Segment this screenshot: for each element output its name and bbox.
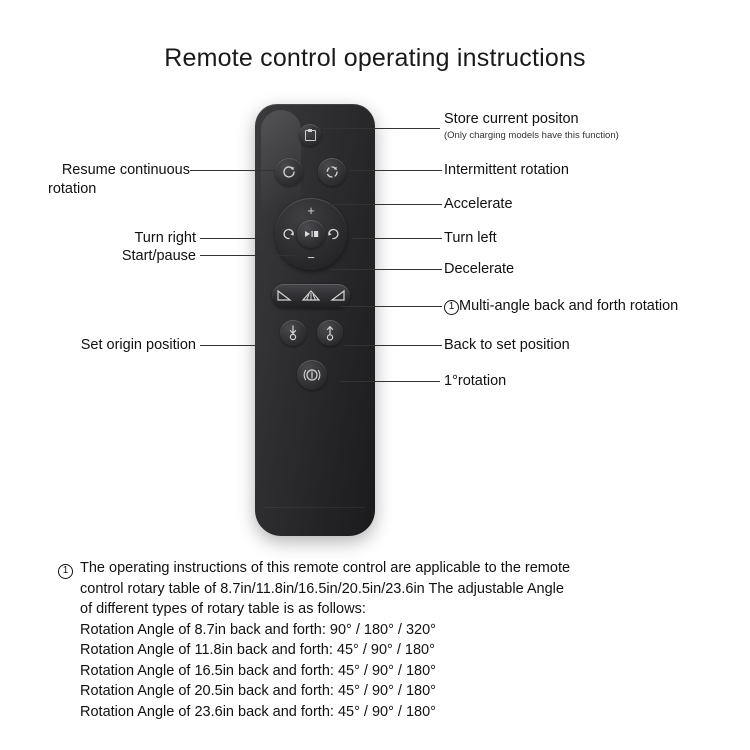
direction-pad <box>275 198 347 270</box>
rotate-ccw-icon <box>281 226 297 242</box>
callout-resume-line1: Resume continuous <box>61 162 190 178</box>
callout-multi-angle-text: Multi-angle back and forth rotation <box>459 298 679 314</box>
footnote-line: Rotation Angle of 16.5in back and forth: 45° / 90° / 180° <box>80 662 436 679</box>
callout-resume-continuous-rotation <box>0 161 190 199</box>
leader-line-multi-angle <box>340 306 442 307</box>
one-degree-rotation-button[interactable] <box>297 360 327 390</box>
accelerate-button[interactable]: + <box>307 203 315 218</box>
angle-right-icon <box>329 288 347 304</box>
callout-back-to-set-position: Back to set position <box>444 337 570 353</box>
remote-control-body <box>255 104 375 536</box>
leader-line-resume <box>190 170 275 171</box>
footnote-line: control rotary table of 8.7in/11.8in/16.5in/20.5in/23.6in The adjustable Angle <box>80 580 564 597</box>
angle-left-icon <box>275 288 293 304</box>
leader-line-accelerate <box>330 204 442 205</box>
rotate-cw-icon <box>325 226 341 242</box>
callout-accelerate: Accelerate <box>444 196 513 212</box>
resume-continuous-rotation-button[interactable] <box>275 158 303 186</box>
callout-resume-line2: rotation <box>48 180 97 197</box>
leader-line-decelerate <box>330 269 442 270</box>
callout-decelerate: Decelerate <box>444 261 515 277</box>
callout-multi-angle-rotation <box>444 297 678 316</box>
footnote-body <box>80 558 698 723</box>
callout-one-degree-rotation: 1°rotation <box>444 373 507 389</box>
footnote-marker-inline: 1 <box>444 300 459 315</box>
leader-line-turn-left <box>352 238 442 239</box>
footnote-line: Rotation Angle of 8.7in back and forth: 90° / 180° / 320° <box>80 621 436 638</box>
leader-line-intermittent <box>350 170 442 171</box>
remote-bottom-seam <box>265 507 365 508</box>
turn-left-button[interactable] <box>325 226 341 242</box>
callout-intermittent-rotation: Intermittent rotation <box>444 162 569 178</box>
start-pause-button[interactable] <box>297 220 325 248</box>
multi-angle-rotation-bar[interactable] <box>272 284 350 308</box>
callout-set-origin-position: Set origin position <box>80 337 196 353</box>
one-degree-icon <box>301 364 323 386</box>
footnote-marker: 1 <box>58 560 73 580</box>
leader-line-start-pause <box>200 255 295 256</box>
callout-store-current-position-note: (Only charging models have this function) <box>444 130 619 141</box>
back-to-position-icon <box>322 324 338 342</box>
intermittent-rotation-icon <box>324 164 340 180</box>
page-title: Remote control operating instructions <box>164 44 586 72</box>
callout-turn-right: Turn right <box>134 230 196 246</box>
footnote-line: Rotation Angle of 11.8in back and forth: 45° / 90° / 180° <box>80 642 435 659</box>
intermittent-rotation-button[interactable] <box>318 158 346 186</box>
leader-line-store <box>310 128 440 129</box>
footnote-line: Rotation Angle of 20.5in back and forth: 45° / 90° / 180° <box>80 683 436 700</box>
leader-line-set-origin <box>200 345 275 346</box>
decelerate-button[interactable]: − <box>307 250 315 265</box>
save-icon <box>305 130 316 141</box>
leader-line-turn-right <box>200 238 275 239</box>
set-origin-icon <box>285 324 301 342</box>
footnote-line: Rotation Angle of 23.6in back and forth: 45° / 90° / 180° <box>80 704 436 721</box>
play-pause-icon <box>302 229 320 239</box>
fan-angle-icon <box>300 288 322 304</box>
back-to-set-position-button[interactable] <box>317 320 343 346</box>
footnote-line: of different types of rotary table is as follows: <box>80 601 366 618</box>
set-origin-position-button[interactable] <box>280 320 306 346</box>
callout-start-pause: Start/pause <box>121 248 196 264</box>
turn-right-button[interactable] <box>281 226 297 242</box>
continuous-rotation-icon <box>281 164 297 180</box>
leader-line-one-degree <box>340 381 440 382</box>
footnote-block <box>58 558 698 723</box>
callout-turn-left: Turn left <box>444 230 497 246</box>
footnote-line: The operating instructions of this remote control are applicable to the remote <box>80 560 571 576</box>
leader-line-back-to-set <box>345 345 442 346</box>
callout-store-current-position: Store current positon <box>444 111 579 127</box>
